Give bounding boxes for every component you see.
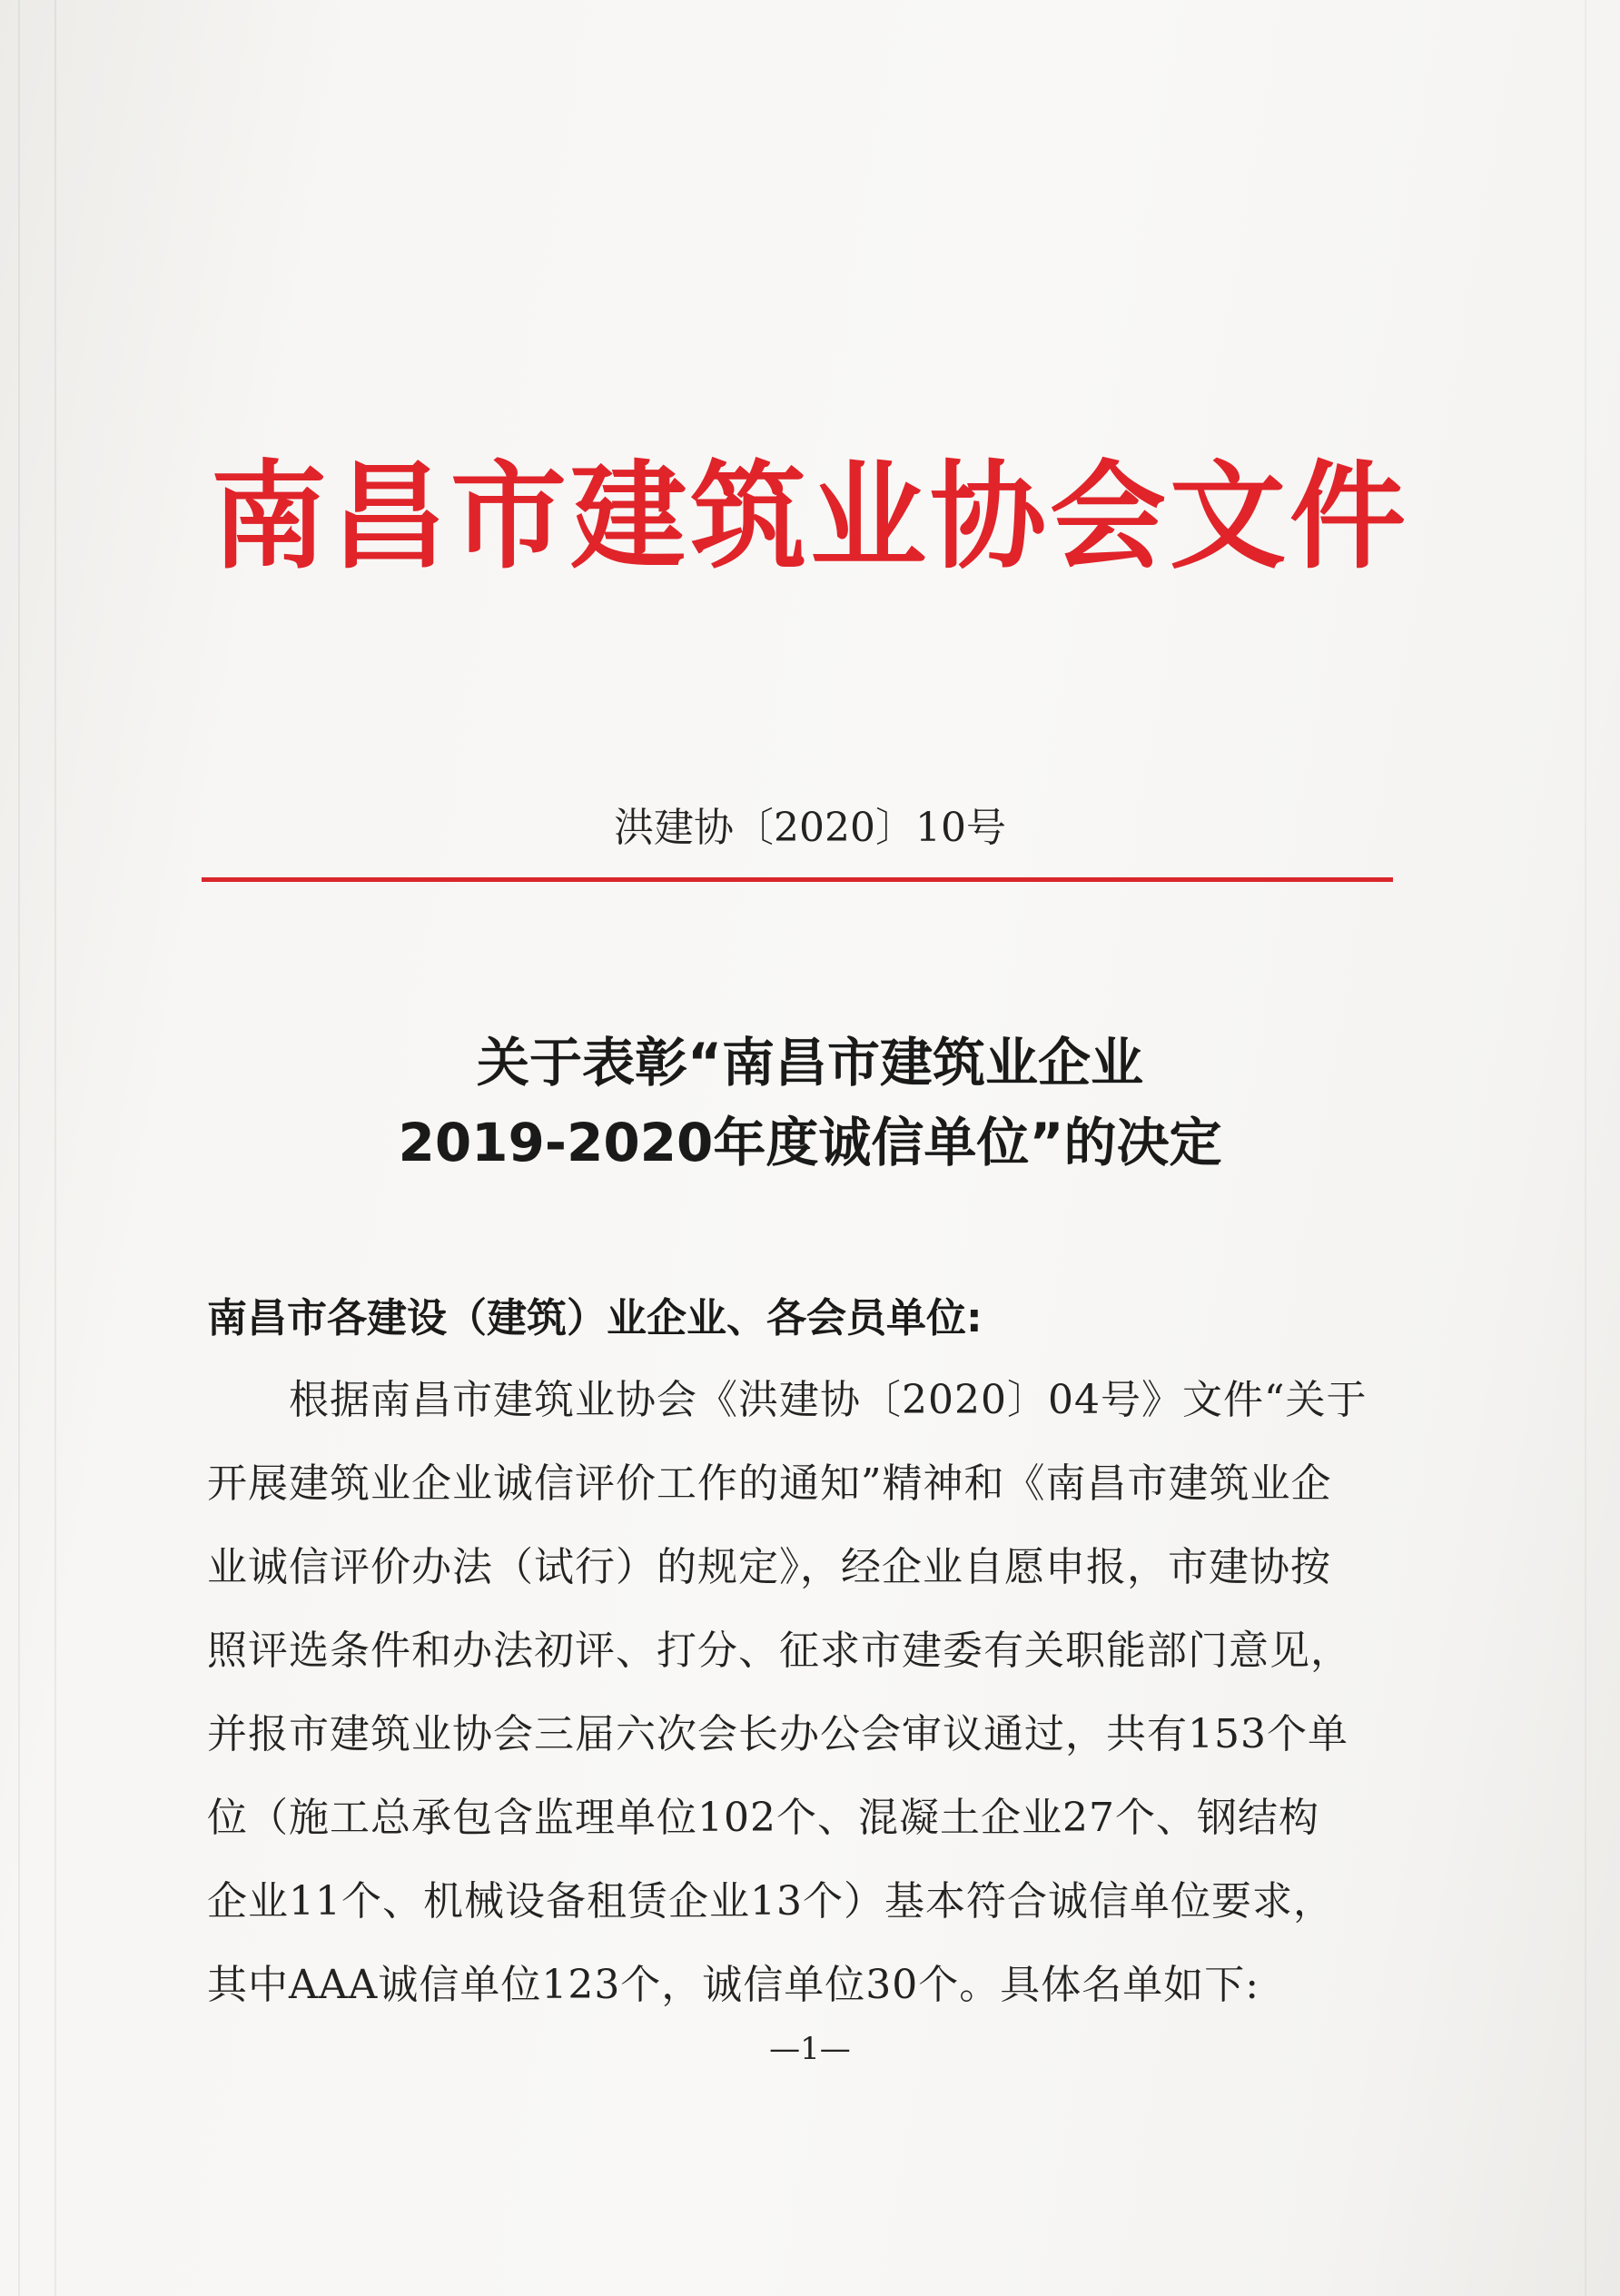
body-line: 企业11个、机械设备租赁企业13个）基本符合诚信单位要求， [207, 1878, 1334, 1925]
body-line: 位（施工总承包含监理单位102个、混凝土企业27个、钢结构 [207, 1795, 1319, 1841]
body-line: 其中AAA诚信单位123个，诚信单位30个。具体名单如下: [207, 1962, 1260, 2008]
document-title [0, 1023, 1620, 1183]
body-line: 开展建筑业企业诚信评价工作的通知”精神和《南昌市建筑业企 [207, 1460, 1332, 1507]
salutation: 南昌市各建设（建筑）业企业、各会员单位: [207, 1295, 983, 1341]
document-header-title: 南昌市建筑业协会文件 [210, 450, 1409, 585]
body-line: 并报市建筑业协会三届六次会长办公会审议通过，共有153个单 [207, 1711, 1348, 1757]
body-line: 根据南昌市建筑业协会《洪建协〔2020〕04号》文件“关于 [207, 1377, 1368, 1423]
document-title-line-2: 2019-2020年度诚信单位”的决定 [398, 1112, 1222, 1173]
body-paragraph [207, 1371, 1406, 2040]
body-line: 照评选条件和办法初评、打分、征求市建委有关职能部门意见， [207, 1628, 1351, 1674]
body-line: 业诚信评价办法（试行）的规定》，经企业自愿申报，市建协按 [207, 1544, 1331, 1590]
document-title-line-1: 关于表彰“南昌市建筑业企业 [476, 1032, 1144, 1094]
document-number: 洪建协〔2020〕10号 [614, 805, 1006, 851]
page-number: —1— [769, 2031, 851, 2067]
red-divider-rule [202, 877, 1393, 882]
